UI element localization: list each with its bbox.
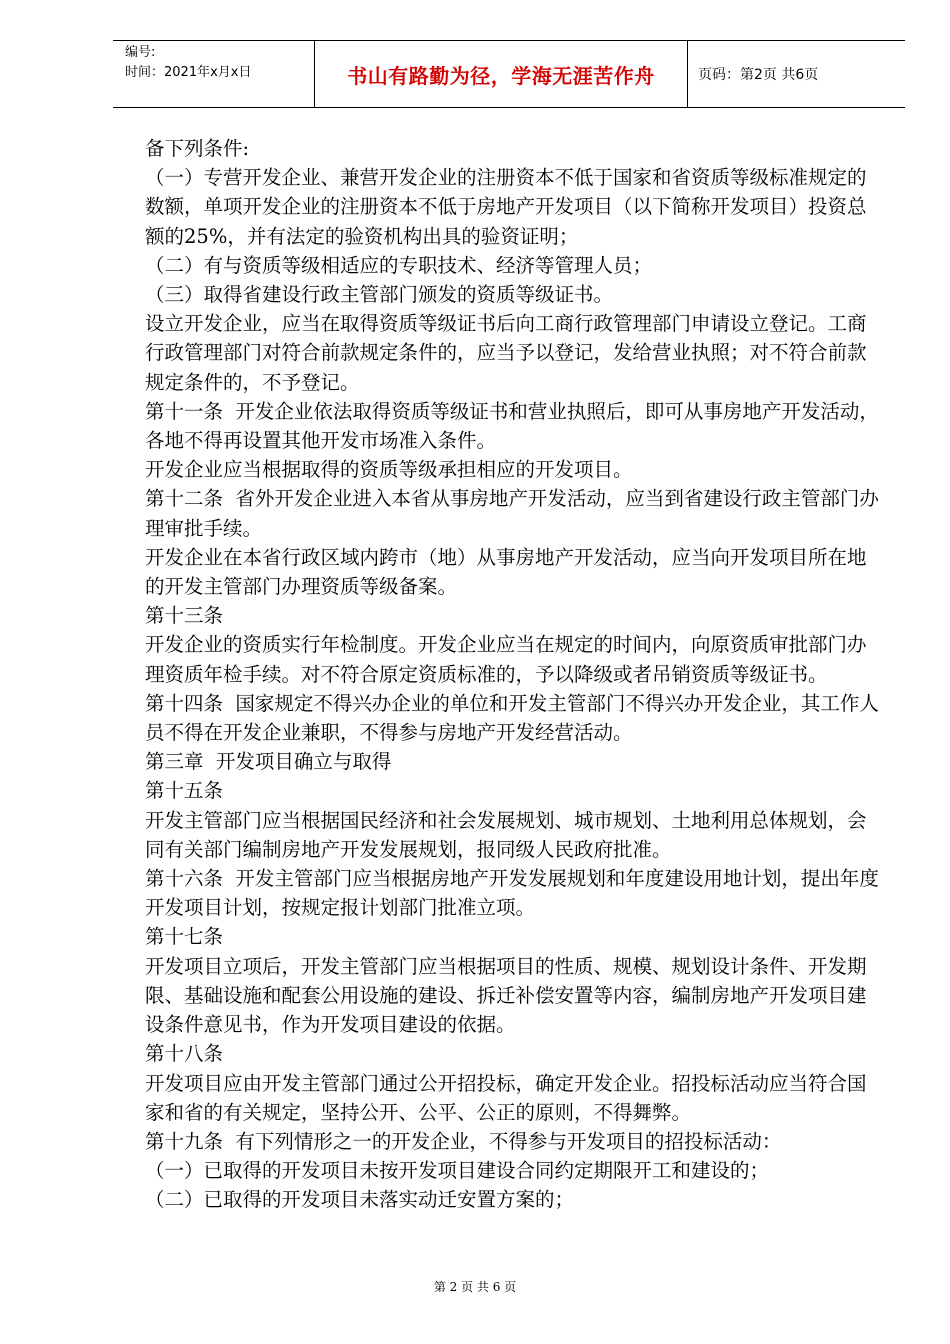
paragraph: （一）已取得的开发项目未按开发项目建设合同约定期限开工和建设的； xyxy=(145,1159,770,1183)
paragraph: 开发企业应当根据取得的资质等级承担相应的开发项目。 xyxy=(145,458,633,482)
paragraph: 第十六条 开发主管部门应当根据房地产开发发展规划和年度建设用地计划，提出年度开发项目计划，按规定报计划部门批准立项。 xyxy=(145,867,879,920)
header-motto: 书山有路勤为径，学海无涯苦作舟 xyxy=(315,41,688,107)
paragraph: 第十九条 有下列情形之一的开发企业，不得参与开发项目的招投标活动： xyxy=(145,1129,782,1153)
paragraph: 开发项目应由开发主管部门通过公开招投标，确定开发企业。招投标活动应当符合国家和省的有关规定，坚持公开、公平、公正的原则，不得舞弊。 xyxy=(145,1071,867,1124)
paragraph: （三）取得省建设行政主管部门颁发的资质等级证书。 xyxy=(145,283,614,307)
paragraph: 第十二条 省外开发企业进入本省从事房地产开发活动，应当到省建设行政主管部门办理审批手续。 xyxy=(145,487,879,540)
paragraph: 设立开发企业，应当在取得资质等级证书后向工商行政管理部门申请设立登记。工商行政管理部门对符合前款规定条件的，应当予以登记，发给营业执照；对不符合前款规定条件的，不予登记。 xyxy=(145,312,867,394)
paragraph: 第十七条 xyxy=(145,925,224,949)
paragraph: 第十一条 开发企业依法取得资质等级证书和营业执照后，即可从事房地产开发活动，各地不得再设置其他开发市场准入条件。 xyxy=(145,399,879,453)
paragraph: 开发主管部门应当根据国民经济和社会发展规划、城市规划、土地利用总体规划，会同有关部门编制房地产开发发展规划，报同级人民政府批准。 xyxy=(145,808,867,861)
paragraph: （二）有与资质等级相适应的专职技术、经济等管理人员； xyxy=(145,253,653,277)
paragraph: 第十四条 国家规定不得兴办企业的单位和开发主管部门不得兴办开发企业，其工作人员不得在开发企业兼职，不得参与房地产开发经营活动。 xyxy=(145,691,879,745)
chapter-heading: 第三章 开发项目确立与取得 xyxy=(145,750,392,774)
paragraph: 第十三条 xyxy=(145,604,224,628)
paragraph: （二）已取得的开发项目未落实动迁安置方案的； xyxy=(145,1188,575,1212)
document-time-label: 时间：2021年x月x日 xyxy=(125,65,252,80)
page-footer: 第 2 页 共 6 页 xyxy=(433,1280,517,1294)
header-meta xyxy=(113,41,315,107)
paragraph: 备下列条件: xyxy=(145,137,250,160)
paragraph: 第十五条 xyxy=(145,779,224,803)
header-page-number: 页码：第2页 共6页 xyxy=(698,67,819,83)
document-number-label: 编号: xyxy=(125,45,156,60)
paragraph: 开发企业在本省行政区域内跨市（地）从事房地产开发活动，应当向开发项目所在地的开发主管部门办理资质等级备案。 xyxy=(145,545,867,599)
paragraph: 第十八条 xyxy=(145,1042,224,1066)
paragraph: 开发项目立项后，开发主管部门应当根据项目的性质、规模、规划设计条件、开发期限、基础设施和配套公用设施的建设、拆迁补偿安置等内容，编制房地产开发项目建设条件意见书，作为开发项目建设的依据。 xyxy=(145,954,867,1037)
page-header xyxy=(113,40,905,108)
document-body xyxy=(145,134,885,1215)
paragraph: （一）专营开发企业、兼营开发企业的注册资本不低于国家和省资质等级标准规定的数额，单项开发企业的注册资本不低于房地产开发项目（以下简称开发项目）投资总额的25%，并有法定的验资机构出具的验资证明； xyxy=(145,166,867,248)
paragraph: 开发企业的资质实行年检制度。开发企业应当在规定的时间内，向原资质审批部门办理资质年检手续。对不符合原定资质标准的，予以降级或者吊销资质等级证书。 xyxy=(145,633,867,686)
